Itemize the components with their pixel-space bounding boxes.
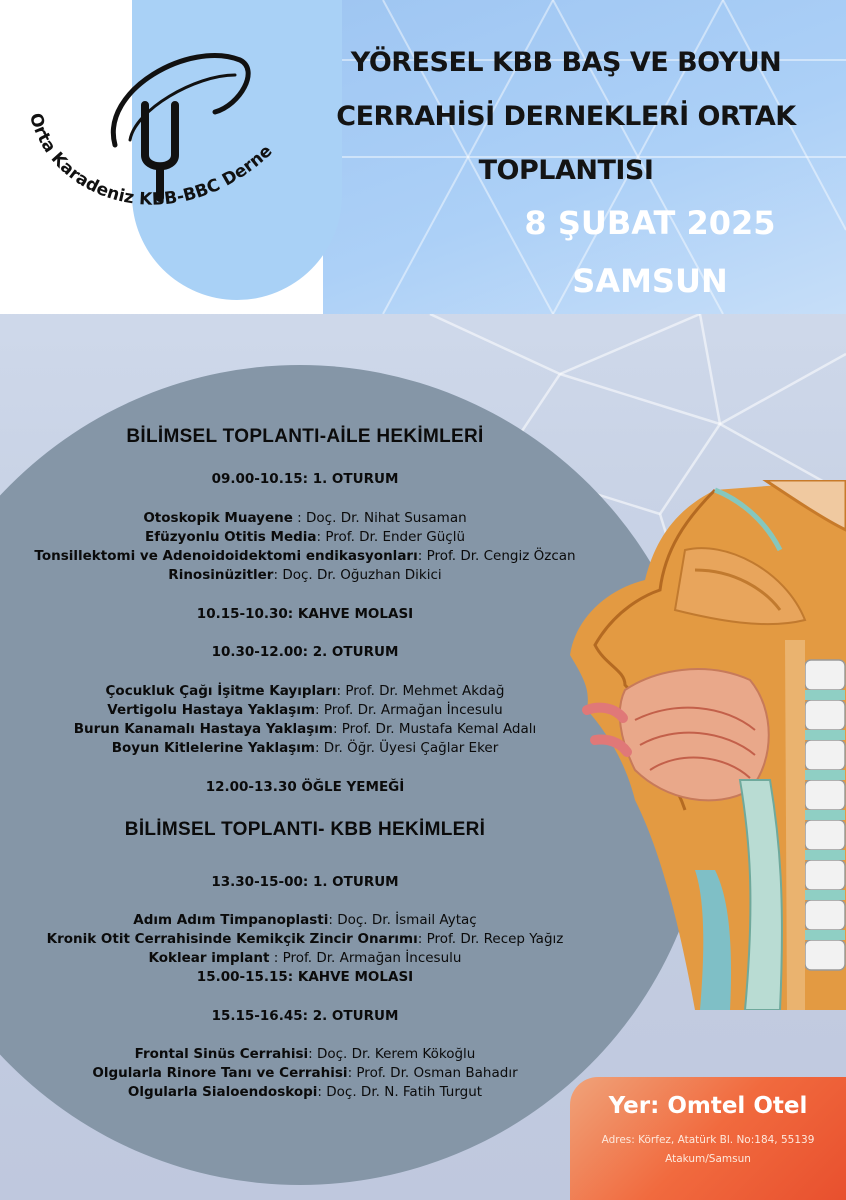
talk-topic: Frontal Sinüs Cerrahisi	[134, 1046, 309, 1062]
session-label: 10.30-12.00: 2. OTURUM	[211, 644, 399, 660]
venue-name: Yer: Omtel Otel	[608, 1093, 808, 1119]
venue-address-line: Adres: Körfez, Atatürk Bl. No:184, 55139	[601, 1134, 815, 1146]
logo-text: Orta Karadeniz KBB-BBC Derne	[24, 110, 277, 210]
lunch-break: 12.00-13.30 ÖĞLE YEMEĞİ	[205, 779, 405, 795]
talk-item	[0, 911, 610, 930]
talk-separator: :	[336, 683, 346, 699]
talk-item	[0, 1064, 610, 1083]
talk-item	[0, 547, 610, 566]
talk-speaker: Prof. Dr. Osman Bahadır	[356, 1065, 518, 1081]
talk-topic: Burun Kanamalı Hastaya Yaklaşım	[73, 721, 333, 737]
talk-separator: :	[269, 950, 283, 966]
venue-box	[570, 1077, 846, 1200]
talk-separator: :	[273, 567, 283, 583]
venue-address-line: Atakum/Samsun	[665, 1153, 751, 1165]
event-date: 8 ŞUBAT 2025	[524, 204, 776, 242]
talk-speaker: Prof. Dr. Ender Güçlü	[325, 529, 465, 545]
talk-speaker: Doç. Dr. N. Fatih Turgut	[326, 1084, 483, 1100]
talk-speaker: Dr. Öğr. Üyesi Çağlar Eker	[323, 740, 499, 756]
event-title	[296, 36, 836, 198]
talk-speaker: Doç. Dr. İsmail Aytaç	[337, 912, 477, 928]
session-label: 09.00-10.15: 1. OTURUM	[211, 471, 399, 487]
talk-topic: Olgularla Rinore Tanı ve Cerrahisi	[92, 1065, 348, 1081]
talk-topic: Olgularla Sialoendoskopi	[127, 1084, 318, 1100]
talk-speaker: Doç. Dr. Kerem Kökoğlu	[316, 1046, 476, 1062]
talk-separator: :	[332, 721, 342, 737]
talk-item	[0, 682, 610, 701]
venue-address	[570, 1131, 846, 1169]
talk-separator: :	[315, 702, 324, 718]
talk-topic: Çocukluk Çağı İşitme Kayıpları	[105, 683, 337, 699]
talk-separator: :	[328, 912, 338, 928]
talk-separator: :	[316, 529, 326, 545]
talk-separator: :	[308, 1046, 317, 1062]
talk-item	[0, 701, 610, 720]
talk-separator: :	[292, 510, 307, 526]
talk-separator: :	[417, 548, 427, 564]
event-title-line: TOPLANTISI	[478, 155, 654, 186]
talk-item	[0, 930, 610, 949]
event-city: SAMSUN	[572, 262, 728, 300]
talk-topic: Boyun Kitlelerine Yaklaşım	[111, 740, 315, 756]
talk-speaker: Prof. Dr. Armağan İncesulu	[282, 950, 462, 966]
talk-separator: :	[317, 1084, 327, 1100]
event-title-line: CERRAHİSİ DERNEKLERİ ORTAK	[336, 101, 796, 132]
section-title-family-physicians: BİLİMSEL TOPLANTI-AİLE HEKİMLERİ	[126, 426, 484, 447]
talk-separator: :	[417, 931, 427, 947]
talk-item	[0, 720, 610, 739]
talk-speaker: Prof. Dr. Cengiz Özcan	[426, 548, 576, 564]
talk-speaker: Prof. Dr. Recep Yağız	[426, 931, 564, 947]
talk-topic: Adım Adım Timpanoplasti	[133, 912, 329, 928]
talk-topic: Otoskopik Muayene	[143, 510, 293, 526]
coffee-break: 10.15-10.30: KAHVE MOLASI	[196, 606, 414, 622]
session-label: 15.15-16.45: 2. OTURUM	[211, 1008, 399, 1024]
talk-item	[0, 949, 610, 968]
talk-speaker: Doç. Dr. Nihat Susaman	[306, 510, 467, 526]
session-label: 13.30-15-00: 1. OTURUM	[211, 874, 399, 890]
talk-topic: Efüzyonlu Otitis Media	[144, 529, 317, 545]
section-title-ent-physicians: BİLİMSEL TOPLANTI- KBB HEKİMLERİ	[124, 819, 486, 840]
tuning-fork-icon	[20, 30, 320, 260]
talk-separator: :	[347, 1065, 357, 1081]
talk-item	[0, 566, 610, 585]
talk-item	[0, 739, 610, 758]
talk-separator: :	[314, 740, 324, 756]
talk-item	[0, 528, 610, 547]
talk-item	[0, 1045, 610, 1064]
talk-speaker: Prof. Dr. Armağan İncesulu	[323, 702, 503, 718]
talk-topic: Vertigolu Hastaya Yaklaşım	[107, 702, 316, 718]
talk-item	[0, 1083, 610, 1102]
coffee-break: 15.00-15.15: KAHVE MOLASI	[196, 969, 414, 985]
talk-speaker: Prof. Dr. Mehmet Akdağ	[345, 683, 505, 699]
talk-topic: Koklear implant	[148, 950, 270, 966]
talk-topic: Kronik Otit Cerrahisinde Kemikçik Zincir Onarımı	[46, 931, 418, 947]
talk-speaker: Doç. Dr. Oğuzhan Dikici	[282, 567, 442, 583]
talk-topic: Tonsillektomi ve Adenoidoidektomi endikasyonları	[34, 548, 418, 564]
talk-speaker: Prof. Dr. Mustafa Kemal Adalı	[341, 721, 537, 737]
talk-topic: Rinosinüzitler	[168, 567, 274, 583]
event-title-line: YÖRESEL KBB BAŞ VE BOYUN	[350, 47, 782, 78]
logo	[20, 30, 320, 260]
talk-item	[0, 509, 610, 528]
